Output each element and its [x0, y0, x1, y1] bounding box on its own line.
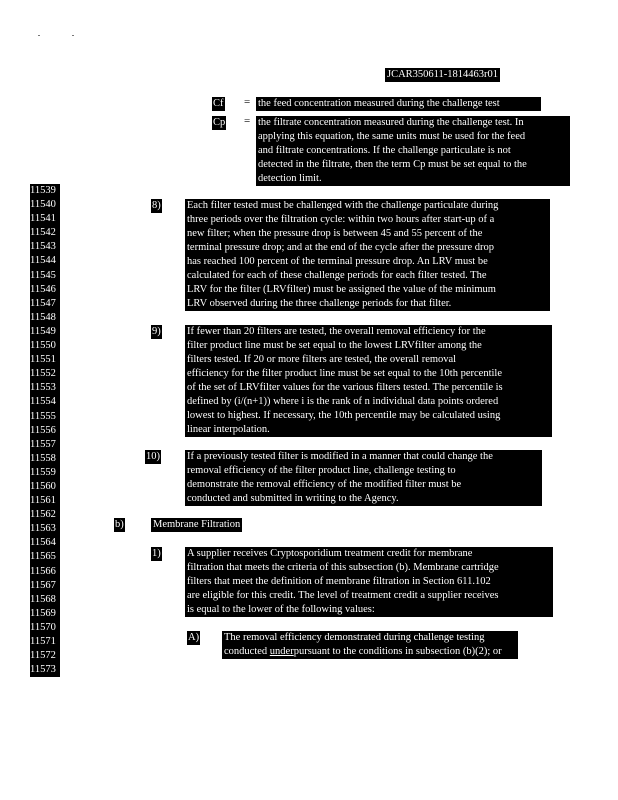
line-number: 11546 — [30, 283, 56, 295]
item-9-text — [185, 325, 552, 437]
line-number: 11567 — [30, 579, 56, 591]
line-number: 11540 — [30, 199, 56, 211]
paragraph-line: If fewer than 20 filters are tested, the overall removal efficiency for the — [187, 326, 486, 337]
paragraph-line: lowest to highest. If necessary, the 10th percentile may be calculated using — [187, 410, 501, 421]
definition-line: and filtrate concentrations. If the challenge particulate is not — [258, 145, 511, 156]
paragraph-line: has reached 100 percent of the terminal pressure drop. An LRV must be — [187, 256, 488, 267]
line-number: 11543 — [30, 241, 56, 253]
paragraph-line: Each filter tested must be challenged with the challenge particulate during — [187, 200, 499, 211]
paragraph-line: A supplier receives Cryptosporidium treatment credit for membrane — [187, 548, 473, 559]
paragraph-line: filters tested. If 20 or more filters are tested, the overall removal — [187, 354, 457, 365]
line-number: 11539 — [30, 185, 56, 196]
paragraph-line: new filter; when the pressure drop is between 45 and 55 percent of the — [187, 228, 483, 239]
line-number: 11542 — [30, 227, 56, 239]
item-1-text — [185, 547, 553, 617]
paragraph-line — [224, 645, 518, 659]
item-label-b: b) — [115, 519, 124, 530]
struck-word: under — [269, 646, 294, 657]
item-label-1: 1) — [152, 548, 161, 559]
line-number: 11568 — [30, 593, 56, 605]
item-label-a: A) — [188, 632, 200, 643]
definition-cp — [256, 116, 570, 186]
equals-sign: = — [244, 115, 251, 127]
paragraph-line: filters that meet the definition of membrane filtration in Section 611.102 — [187, 576, 491, 587]
scan-speck — [72, 35, 74, 36]
line-number: 11556 — [30, 424, 56, 436]
paragraph-line: three periods over the filtration cycle: within two hours after start-up of a — [187, 214, 495, 225]
line-number: 11549 — [30, 325, 56, 337]
line-number: 11557 — [30, 438, 56, 450]
line-number: 11544 — [30, 255, 56, 267]
line-number: 11550 — [30, 340, 56, 352]
line-number: 11552 — [30, 368, 56, 380]
definition-line: detected in the filtrate, then the term Cp must be set equal to the — [258, 159, 527, 170]
paragraph-line: LRV observed during the three challenge periods for that filter. — [187, 298, 452, 309]
item-8-text — [185, 199, 550, 311]
line-number: 11563 — [30, 523, 56, 535]
line-number: 11561 — [30, 495, 56, 507]
equals-sign: = — [244, 96, 251, 108]
line-number: 11554 — [30, 396, 56, 408]
text-fragment: conducted — [224, 646, 270, 657]
line-number: 11551 — [30, 354, 56, 366]
symbol-cf: Cf — [213, 98, 224, 109]
paragraph-line: filter product line must be set equal to the lowest LRVfilter among the — [187, 340, 482, 351]
item-label-8: 8) — [152, 200, 161, 211]
line-number: 11570 — [30, 621, 56, 633]
line-number: 11566 — [30, 565, 56, 577]
paragraph-line: efficiency for the filter product line must be set equal to the 10th percentile — [187, 368, 502, 379]
line-number: 11545 — [30, 269, 56, 281]
item-a-text — [222, 631, 518, 659]
paragraph-line: If a previously tested filter is modified in a manner that could change the — [187, 451, 493, 462]
line-number: 11564 — [30, 537, 56, 549]
line-number: 11572 — [30, 650, 56, 662]
line-number: 11571 — [30, 636, 56, 647]
symbol-cp: Cp — [213, 117, 226, 128]
paragraph-line: linear interpolation. — [187, 424, 270, 435]
definition-line: applying this equation, the same units must be used for the feed — [258, 131, 526, 142]
definition-cf — [256, 97, 541, 111]
definition-line: the filtrate concentration measured during the challenge test. In — [258, 117, 524, 128]
document-id: JCAR350611-1814463r01 — [387, 69, 499, 80]
paragraph-line: conducted and submitted in writing to the Agency. — [187, 493, 399, 504]
paragraph-line: are eligible for this credit. The level of treatment credit a supplier receives — [187, 590, 499, 601]
line-number: 11553 — [30, 382, 56, 394]
line-number: 11541 — [30, 213, 56, 225]
definition-line: detection limit. — [258, 173, 322, 184]
paragraph-line: LRV for the filter (LRVfilter) must be assigned the value of the minimum — [187, 284, 496, 295]
item-label-10: 10) — [146, 451, 160, 462]
text-fragment: pursuant to the conditions in subsection (b)(2); or — [293, 646, 502, 657]
paragraph-line: terminal pressure drop; and at the end of the cycle after the pressure drop — [187, 242, 495, 253]
line-number: 11548 — [30, 311, 56, 323]
line-number: 11562 — [30, 509, 56, 521]
line-number: 11559 — [30, 466, 56, 478]
line-number: 11555 — [30, 410, 56, 422]
paragraph-line: filtration that meets the criteria of this subsection (b). Membrane cartridge — [187, 562, 499, 573]
paragraph-line: The removal efficiency demonstrated during challenge testing — [224, 632, 485, 643]
paragraph-line: of the set of LRVfilter values for the various filters tested. The percentile is — [187, 382, 503, 393]
line-number: 11560 — [30, 480, 56, 492]
paragraph-line: is equal to the lower of the following values: — [187, 604, 375, 615]
item-10-text — [185, 450, 542, 506]
line-numbers — [30, 184, 60, 677]
line-number: 11569 — [30, 607, 56, 619]
line-number: 11573 — [30, 664, 56, 676]
paragraph-line: defined by (i/(n+1)) where i is the rank of n individual data points ordered — [187, 396, 499, 407]
scan-speck — [38, 35, 40, 36]
line-number: 11558 — [30, 452, 56, 464]
paragraph-line: demonstrate the removal efficiency of the modified filter must be — [187, 479, 462, 490]
item-label-9: 9) — [152, 326, 161, 337]
paragraph-line: calculated for each of these challenge periods for each filter tested. The — [187, 270, 487, 281]
paragraph-line: removal efficiency of the filter product line, challenge testing to — [187, 465, 456, 476]
definition-line: the feed concentration measured during the challenge test — [258, 98, 500, 109]
line-number: 11547 — [30, 297, 56, 309]
line-number: 11565 — [30, 551, 56, 563]
section-heading: Membrane Filtration — [153, 519, 241, 530]
